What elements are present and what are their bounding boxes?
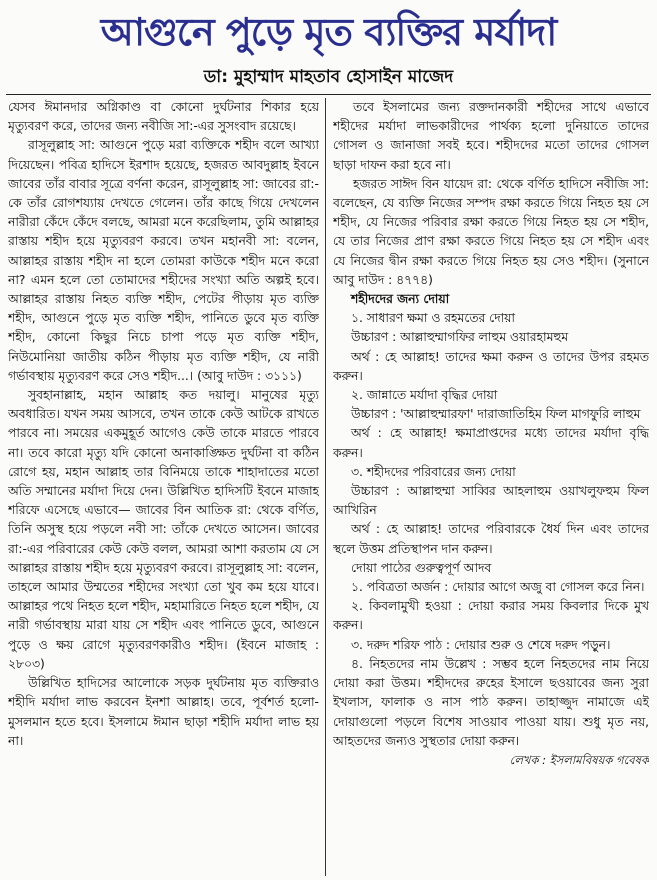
- byline: ডা: মুহাম্মাদ মাহতাব হোসাইন মাজেদ: [203, 67, 454, 87]
- dua-meaning: অর্থ : হে আল্লাহ! তাদের ক্ষমা করুন ও তাদের উপর রহমত করুন।: [333, 349, 649, 383]
- dua-title: ৩. শহীদদের পরিবারের জন্য দোয়া: [351, 464, 516, 479]
- etiquette-item: ৪. নিহতদের নাম উল্লেখ : সম্ভব হলে নিহতদের নাম নিয়ে দোয়া করা উত্তম। শহীদদের রুহের ইসালে ছওয়াবের জন্য সুরা ইখলাস, ফালাক ও নাস পাঠ করুন। তাহাজ্জুদ নামাজে এই দোয়াগুলো পড়লে বিশেষ সাওয়াব পাওয়া যায়। শুধু মৃত নয়, আহতদের জন্যও সুস্থতার দোয়া করুন।: [333, 656, 649, 748]
- paragraph: হজরত সাঈদ বিন যায়েদ রা: থেকে বর্ণিত হাদিসে নবীজি সা: বলেছেন, যে ব্যক্তি নিজের সম্পদ রক্ষা করতে গিয়ে নিহত হয় সে শহীদ, যে নিজের পরিবার রক্ষা করতে গিয়ে নিহত হয় সে শহীদ, যে তার নিজের প্রাণ রক্ষা করতে গিয়ে নিহত হয় সে শহীদ এবং যে নিজের দ্বীন রক্ষা করতে গিয়ে নিহত হয় সেও শহীদ। (সুনানে আবু দাউদ : ৪৭৭৪): [333, 176, 649, 287]
- headline: আগুনে পুড়ে মৃত ব্যক্তির মর্যাদা: [100, 10, 557, 54]
- paragraph: সুবহানাল্লাহ, মহান আল্লাহ কত দয়ালু। মানুষের মৃত্যু অবধারিত। যখন সময় আসবে, তখন তাকে কেউ আটকে রাখতে পারবে না। সময়ের একমুহূর্ত আগেও কেউ তাকে মারতে পারবে না। তবে কারো মৃত্যু যদি কোনো অনাকাঙ্ক্ষিত দুর্ঘটনা বা কঠিন রোগে হয়, মহান আল্লাহ তার বিনিময়ে তাকে শাহাদাতের মতো অতি সম্মানের মর্যাদা দিয়ে দেন। উল্লিখিত হাদিসটি ইবনে মাজাহ শরিফে এসেছে এভাবে— জাবের বিন আতিক রা: থেকে বর্ণিত, তিনি অসুস্থ হয়ে পড়লে নবী সা: তাঁকে দেখতে আসেন। জাবের রা:-এর পরিবারের কেউ কেউ বলল, আমরা আশা করতাম যে সে আল্লাহর রাস্তায় শহীদ হয়ে মৃত্যুবরণ করবে। রাসূলুল্লাহ সা: বলেন, তাহলে আমার উম্মতের শহীদের সংখ্যা তো খুব কম হয়ে যাবে। আল্লাহর পথে নিহত হলে শহীদ, মহামারিতে নিহত হলে শহীদ, যে নারী গর্ভাবস্থায় মারা যায় সে শহীদ এবং পানিতে ডুবে, আগুনে পুড়ে ও ক্ষয় রোগে মৃত্যুবরণকারীও শহীদ। (ইবনে মাজাহ : ২৮০৩): [8, 388, 319, 671]
- paragraph: তবে ইসলামের জন্য রক্তদানকারী শহীদের সাথে এভাবে শহীদের মর্যাদা লাভকারীদের পার্থক্য হলো দুনিয়াতে তাদের গোসল ও জানাজা সবই হবে। শহীদদের মতো তাদের গোসল ছাড়া দাফন করা হবে না।: [333, 100, 649, 172]
- dua-pronunciation: উচ্চারণ : আল্লাহুম্মা সাব্বির আহলাহুম ওয়াখলুফহুম ফিল আখিরিন: [333, 484, 649, 518]
- paragraph: যেসব ঈমানদার অগ্নিকাণ্ড বা কোনো দুর্ঘটনার শিকার হয়ে মৃত্যুবরণ করে, তাদের জন্য নবীজি সা:-এর সুসংবাদ রয়েছে।: [8, 100, 319, 134]
- section-heading: দোয়া পাঠের গুরুত্বপূর্ণ আদব: [351, 560, 492, 575]
- dua-title: ১. সাধারণ ক্ষমা ও রহমতের দোয়া: [351, 311, 515, 326]
- column-divider: [325, 98, 326, 876]
- paragraph: উল্লিখিত হাদিসের আলোকে সড়ক দুর্ঘটনায় মৃত ব্যক্তিরাও শহীদি মর্যাদা লাভ করবেন ইনশা আল্লাহ। তবে, পূর্বশর্ত হলো- মুসলমান হতে হবে। ইসলামে ঈমান ছাড়া শহীদি মর্যাদা লাভ হয় না।: [8, 676, 319, 748]
- etiquette-item: ১. পবিত্রতা অর্জন : দোয়ার আগে অজু বা গোসল করে নিন।: [351, 580, 645, 595]
- section-heading: শহীদদের জন্য দোয়া: [351, 292, 450, 307]
- etiquette-item: ২. কিবলামুখী হওয়া : দোয়া করার সময় কিবলার দিকে মুখ করুন।: [333, 599, 649, 633]
- right-column: [333, 98, 649, 875]
- dua-meaning: অর্থ : হে আল্লাহ! তাদের পরিবারকে ধৈর্য দিন এবং তাদের স্থলে উত্তম প্রতিস্থাপন দান করুন।: [333, 522, 649, 556]
- left-column: [8, 98, 319, 875]
- paragraph: রাসূলুল্লাহ সা: আগুনে পুড়ে মরা ব্যক্তিকে শহীদ বলে আখ্যা দিয়েছেন। পবিত্র হাদিসে ইরশাদ হয়েছে, হজরত আবদুল্লাহ ইবনে জাবের তাঁর বাবার সূত্রে বর্ণনা করেন, রাসূলুল্লাহ সা: জাবের রা:-কে তাঁর রোগশয্যায় দেখতে গেলেন। তাঁর কাছে গিয়ে দেখলেন নারীরা কেঁদে কেঁদে বলছে, আমরা মনে করেছিলাম, তুমি আল্লাহর রাস্তায় শহীদ হয়ে মৃত্যুবরণ করবে। তখন মহানবী সা: বলেন, আল্লাহর রাস্তায় শহীদ না হলে তোমরা কাউকে শহীদ মনে করো না? এমন হলে তো তোমাদের শহীদের সংখ্যা অতি অল্পই হবে। আল্লাহর রাস্তায় নিহত ব্যক্তি শহীদ, পেটের পীড়ায় মৃত ব্যক্তি শহীদ, আগুনে পুড়ে মৃত ব্যক্তি শহীদ, পানিতে ডুবে মৃত ব্যক্তি শহীদ, কোনো কিছুর নিচে চাপা পড়ে মৃত ব্যক্তি শহীদ, নিউমোনিয়া জাতীয় কঠিন পীড়ায় মৃত ব্যক্তি শহীদ, যে নারী গর্ভাবস্থায় মৃত্যুবরণ করে সেও শহীদ...। (আবু দাউদ : ৩১১১): [8, 138, 319, 383]
- dua-title: ২. জান্নাতে মর্যাদা বৃদ্ধির দোয়া: [351, 388, 498, 403]
- author-signature: লেখক : ইসলামবিষয়ক গবেষক: [509, 752, 649, 767]
- header-divider: [6, 94, 651, 95]
- dua-meaning: অর্থ : হে আল্লাহ! ক্ষমাপ্রাপ্তদের মধ্যে তাদের মর্যাদা বৃদ্ধি করুন।: [333, 426, 649, 460]
- etiquette-item: ৩. দরুদ শরিফ পাঠ : দোয়ার শুরু ও শেষে দরুদ পড়ুন।: [351, 637, 611, 652]
- dua-pronunciation: উচ্চারণ : আল্লাহুম্মাগফির লাহুম ওয়ারহামহুম: [351, 330, 569, 345]
- dua-pronunciation: উচ্চারণ : 'আল্লাহুম্মারফা' দারাজাতিহিম ফিল মাগফুরি লাহুম: [351, 407, 641, 422]
